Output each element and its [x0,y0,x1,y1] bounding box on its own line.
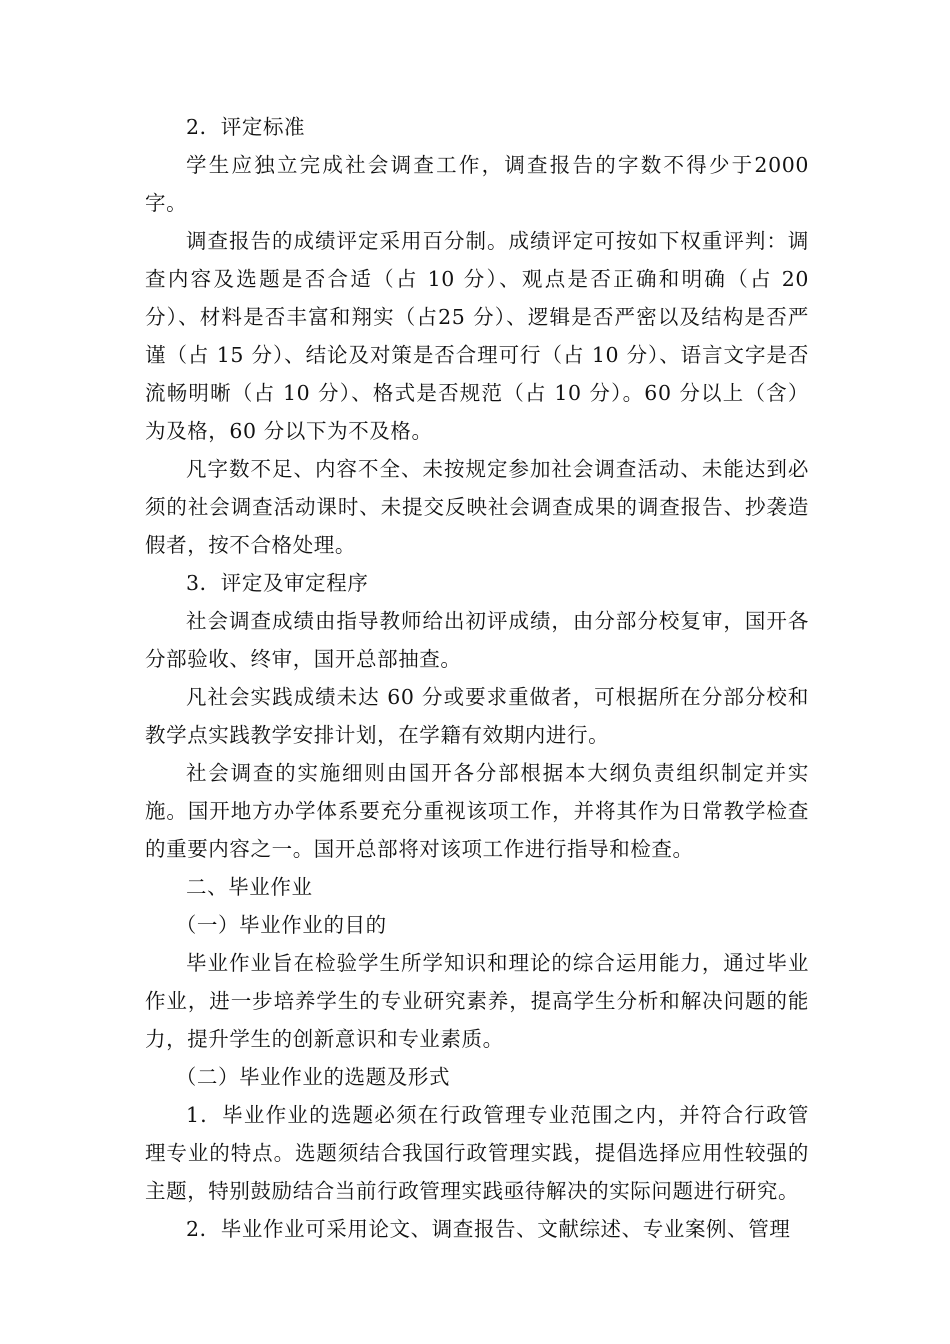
section-heading-evaluation-criteria: 2．评定标准 [186,115,306,139]
document-body [145,108,809,1248]
section-heading-graduation-assignment: 二、毕业作业 [186,875,313,899]
section-heading-review-procedure: 3．评定及审定程序 [186,571,369,595]
subsection-heading-topic-and-form: （二）毕业作业的选题及形式 [175,1065,451,1089]
paragraph-fail-conditions: 凡字数不足、内容不全、未按规定参加社会调查活动、未能达到必须的社会调查活动课时、未提交反映社会调查成果的调查报告、抄袭造假者，按不合格处理。 [145,457,809,557]
paragraph-grading-weights: 调查报告的成绩评定采用百分制。成绩评定可按如下权重评判：调查内容及选题是否合适（占 10 分）、观点是否正确和明确（占 20 分）、材料是否丰富和翔实（占25 分）、逻辑是否严密以及结构是否严谨（占 15 分）、结论及对策是否合理可行（占 10 分）、语言文字是否流畅明晰（占 10 分）、格式是否规范（占 10 分）。60 分以上（含）为及格，60 分以下为不及格。 [145,229,809,443]
paragraph-assignment-purpose: 毕业作业旨在检验学生所学知识和理论的综合运用能力，通过毕业作业，进一步培养学生的专业研究素养，提高学生分析和解决问题的能力，提升学生的创新意识和专业素质。 [145,951,809,1051]
paragraph-assignment-forms: 2．毕业作业可采用论文、调查报告、文献综述、专业案例、管理 [186,1217,791,1241]
paragraph-review-process: 社会调查成绩由指导教师给出初评成绩，由分部分校复审，国开各分部验收、终审，国开总部抽查。 [145,609,809,671]
paragraph-implementation-rules: 社会调查的实施细则由国开各分部根据本大纲负责组织制定并实施。国开地方办学体系要充分重视该项工作，并将其作为日常教学检查的重要内容之一。国开总部将对该项工作进行指导和检查。 [145,761,809,861]
paragraph-topic-selection: 1．毕业作业的选题必须在行政管理专业范围之内，并符合行政管理专业的特点。选题须结合我国行政管理实践，提倡选择应用性较强的主题，特别鼓励结合当前行政管理实践亟待解决的实际问题进行研究。 [145,1103,809,1203]
paragraph-redo-policy: 凡社会实践成绩未达 60 分或要求重做者，可根据所在分部分校和教学点实践教学安排计划，在学籍有效期内进行。 [145,685,809,747]
subsection-heading-purpose: （一）毕业作业的目的 [175,913,387,937]
paragraph-word-count-requirement: 学生应独立完成社会调查工作，调查报告的字数不得少于2000 字。 [145,153,809,215]
